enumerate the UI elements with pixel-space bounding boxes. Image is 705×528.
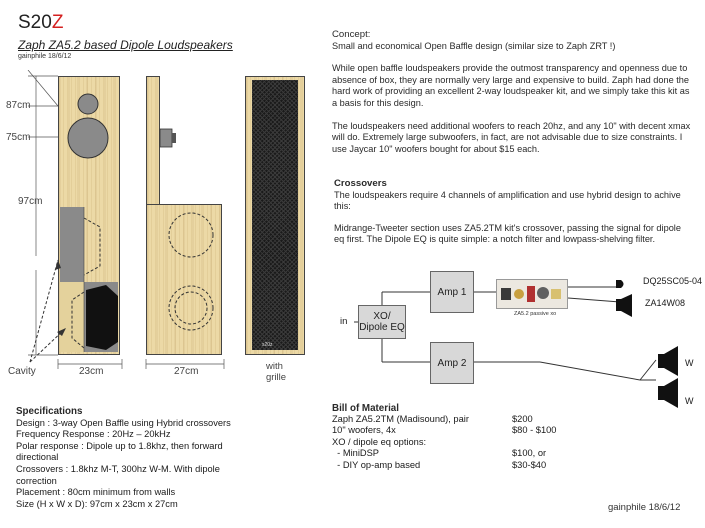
grille-cloth: [252, 80, 298, 350]
grille-label-line1: with: [266, 361, 283, 372]
footer-author-date: gainphile 18/6/12: [608, 502, 681, 513]
title-main: S20: [18, 12, 52, 33]
input-label: in: [340, 316, 348, 327]
dim-side-width: 27cm: [174, 366, 199, 377]
spec-line: Placement : 80cm minimum from walls: [16, 487, 176, 498]
woofer-speaker-icon-1: [658, 346, 678, 376]
crossovers-heading: Crossovers: [334, 178, 387, 189]
dim-mid-height: 75cm: [6, 132, 31, 143]
spec-line: directional: [16, 452, 59, 463]
spec-line: Frequency Response : 20Hz – 20kHz: [16, 429, 171, 440]
side-view-details: [146, 120, 236, 360]
bill-of-material-section: [332, 403, 592, 471]
dim-total-height: 97cm: [18, 196, 43, 207]
bom-row: - MiniDSP $100, or: [332, 448, 547, 459]
spec-line: Size (H x W x D): 97cm x 23cm x 27cm: [16, 498, 178, 509]
tweeter-speaker-icon: [616, 280, 624, 288]
cavity-label: Cavity: [8, 366, 36, 377]
bom-table: [332, 414, 556, 471]
bom-row: - DIY op-amp based $30-$40: [332, 459, 547, 470]
xo-line1: XO/: [373, 311, 391, 322]
specifications-heading: Specifications: [16, 406, 83, 417]
concept-line1: Small and economical Open Baffle design (similar size to Zaph ZRT !): [332, 40, 616, 51]
xo-line2: Dipole EQ: [359, 322, 405, 333]
bom-heading: Bill of Material: [332, 403, 399, 414]
title-accent: Z: [51, 12, 64, 33]
spec-line: Crossovers : 1.8khz M-T, 300hz W-M. With dipole: [16, 463, 220, 474]
passive-xo-label: ZA5.2 passive xo: [514, 311, 557, 317]
amp1-box: Amp 1: [430, 271, 474, 313]
concept-para1: While open baffle loudspeakers provide the outmost transparency and openness due to absence of box, they are normally very large and expensive to build. Zaph had done the hard work of providing an excellent 2-way loudspeaker kit, and we simply take this kit as a basis for this design.: [332, 63, 690, 108]
woofer-icons: [654, 342, 684, 414]
spec-line: Design : 3-way Open Baffle using Hybrid crossovers: [16, 417, 231, 428]
tweeter-model: DQ25SC05-04: [643, 276, 703, 286]
woofer-speaker-icon-2: [658, 378, 678, 408]
bom-row: Zaph ZA5.2TM (Madisound), pair $200: [332, 414, 533, 424]
xo-dipole-eq-box: [358, 305, 406, 339]
specifications-section: [16, 406, 316, 510]
cavity-pointer: [0, 200, 70, 380]
mid-speaker-icon: [616, 294, 632, 317]
tweeter-mid-icons: [614, 277, 644, 323]
crossovers-section: [334, 178, 692, 246]
grille-badge: s20z: [262, 342, 273, 348]
subtitle: Zaph ZA5.2 based Dipole Loudspeakers: [18, 38, 233, 52]
bom-row: XO / dipole eq options:: [332, 436, 427, 447]
dim-front-width: 23cm: [79, 366, 104, 377]
woofer-label-2: W: [685, 396, 694, 406]
header-author-date: gainphile 18/6/12: [18, 53, 72, 60]
concept-heading: Concept:: [332, 29, 371, 40]
page-title: [18, 12, 63, 34]
concept-para2: The loudspeakers need additional woofers to reach 20hz, and any 10" with decent xmax will do. Extremely large subwoofers, in fact, are not advisable due to size constraints. I use Jaycar 10" woofers bought for about $15 each.: [332, 120, 691, 154]
mid-model: ZA14W08: [645, 298, 686, 308]
amp2-box: Amp 2: [430, 342, 474, 384]
grille-label-line2: grille: [266, 372, 287, 383]
crossovers-para2: Midrange-Tweeter section uses ZA5.2TM kit's crossover, passing the signal for dipole eq first. The Dipole EQ is quite simple: a notch filter and lowpass-shelving filter.: [334, 222, 681, 245]
passive-xo-image: [496, 279, 568, 309]
woofer-label-1: W: [685, 358, 694, 368]
bom-row: 10" woofers, 4x $80 - $100: [332, 425, 557, 436]
dim-tweeter-height: 87cm: [6, 100, 31, 111]
spec-line: correction: [16, 475, 57, 486]
passive-xo-components-icon: [497, 280, 567, 308]
spec-line: Polar response : Dipole up to 1.8khz, then forward: [16, 440, 223, 451]
concept-section: [332, 29, 692, 155]
crossovers-para1: The loudspeakers require 4 channels of amplification and use hybrid design to achive this:: [334, 189, 681, 212]
